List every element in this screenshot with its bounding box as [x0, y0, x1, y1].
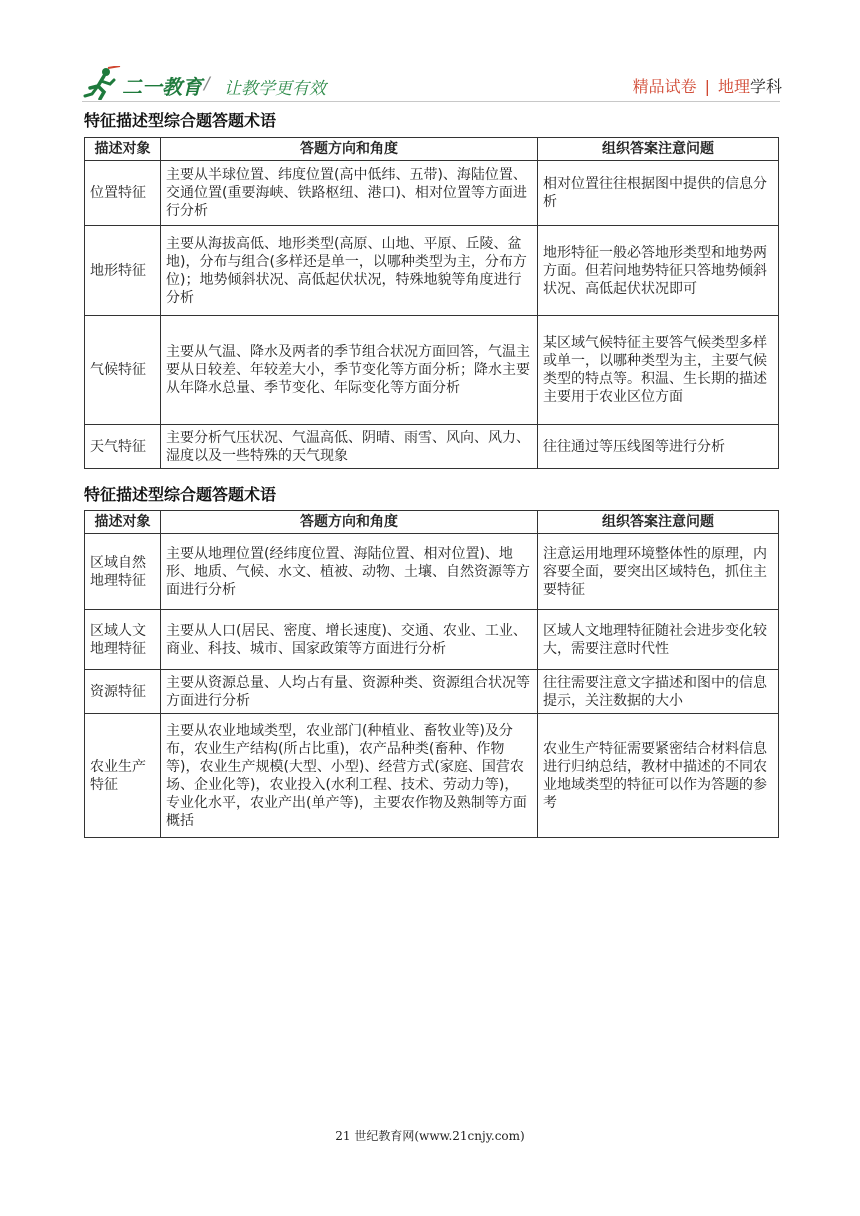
col-header-object: 描述对象: [85, 138, 161, 161]
row-direction: 主要从半球位置、纬度位置(高中低纬、五带)、海陆位置、交通位置(重要海峡、铁路枢纽、港口)、相对位置等方面进行分析: [161, 161, 538, 226]
row-direction: 主要从气温、降水及两者的季节组合状况方面回答，气温主要从日较差、年较差大小，季节变化等方面分析；降水主要从年降水总量、季节变化、年际变化等方面分析: [161, 316, 538, 425]
col-header-note: 组织答案注意问题: [538, 511, 779, 534]
row-note: 往往通过等压线图等进行分析: [538, 425, 779, 469]
page-footer: 21 世纪教育网(www.21cnjy.com): [335, 1129, 525, 1143]
row-direction: 主要从地理位置(经纬度位置、海陆位置、相对位置)、地形、地质、气候、水文、植被、动物、土壤、自然资源等方面进行分析: [161, 534, 538, 610]
col-header-direction: 答题方向和角度: [161, 511, 538, 534]
row-note: 相对位置往往根据图中提供的信息分析: [538, 161, 779, 226]
row-direction: 主要从资源总量、人均占有量、资源种类、资源组合状况等方面进行分析: [161, 670, 538, 714]
row-note: 某区域气候特征主要答气候类型多样或单一，以哪种类型为主，主要气候类型的特点等。积温、生长期的描述主要用于农业区位方面: [538, 316, 779, 425]
table-row: [85, 670, 779, 714]
brand-separator: /: [204, 74, 210, 94]
row-object: 位置特征: [85, 161, 161, 226]
brand-slogan: 让教学更有效: [224, 79, 326, 99]
table-row: [85, 534, 779, 610]
header-subject: [633, 74, 782, 97]
row-direction: 主要从人口(居民、密度、增长速度)、交通、农业、工业、商业、科技、城市、国家政策等方面进行分析: [161, 610, 538, 670]
section-title-1: 特征描述型综合题答题术语: [84, 111, 277, 130]
section-title-2: 特征描述型综合题答题术语: [84, 485, 277, 504]
table-header-row: [85, 511, 779, 534]
col-header-direction: 答题方向和角度: [161, 138, 538, 161]
row-note: 地形特征一般必答地形类型和地势两方面。但若问地势特征只答地势倾斜状况、高低起伏状况即可: [538, 226, 779, 316]
row-note: 往往需要注意文字描述和图中的信息提示，关注数据的大小: [538, 670, 779, 714]
table-row: [85, 316, 779, 425]
table-row: [85, 425, 779, 469]
row-object: 气候特征: [85, 316, 161, 425]
brand-name: 二一教育: [122, 75, 202, 99]
header-divider: |: [704, 77, 710, 96]
table-header-row: [85, 138, 779, 161]
header-label-quality: 精品试卷: [632, 77, 697, 96]
row-object: 农业生产特征: [85, 714, 161, 838]
terms-table-1: [84, 137, 779, 469]
row-direction: 主要分析气压状况、气温高低、阴晴、雨雪、风向、风力、湿度以及一些特殊的天气现象: [161, 425, 538, 469]
table-row: [85, 161, 779, 226]
row-direction: 主要从农业地域类型，农业部门(种植业、畜牧业等)及分布，农业生产结构(所占比重)，农产品种类(畜种、作物等)，农业生产规模(大型、小型)、经营方式(家庭、国营农场、企业化等)，农业投入(水利工程、技术、劳动力等)，专业化水平，农业产出(单产等)，主要农作物及熟制等方面概括: [161, 714, 538, 838]
table-row: [85, 610, 779, 670]
header-subject-rest: 学科: [749, 77, 782, 96]
header-rule: [82, 101, 780, 102]
page-header: [82, 66, 782, 106]
col-header-note: 组织答案注意问题: [538, 138, 779, 161]
terms-table-2: [84, 510, 779, 838]
row-object: 区域自然地理特征: [85, 534, 161, 610]
table-row: [85, 714, 779, 838]
table-row: [85, 226, 779, 316]
row-note: 区域人文地理特征随社会进步变化较大，需要注意时代性: [538, 610, 779, 670]
row-direction: 主要从海拔高低、地形类型(高原、山地、平原、丘陵、盆地)，分布与组合(多样还是单一，以哪种类型为主，分布方位)；地势倾斜状况、高低起伏状况，特殊地貌等角度进行分析: [161, 226, 538, 316]
header-subject-accent: 地理: [717, 77, 750, 96]
col-header-object: 描述对象: [85, 511, 161, 534]
row-object: 区域人文地理特征: [85, 610, 161, 670]
row-object: 天气特征: [85, 425, 161, 469]
row-note: 注意运用地理环境整体性的原理，内容要全面，要突出区域特色，抓住主要特征: [538, 534, 779, 610]
runner-logo-icon: [82, 66, 122, 100]
row-object: 地形特征: [85, 226, 161, 316]
row-note: 农业生产特征需要紧密结合材料信息进行归纳总结，教材中描述的不同农业地域类型的特征可以作为答题的参考: [538, 714, 779, 838]
row-object: 资源特征: [85, 670, 161, 714]
